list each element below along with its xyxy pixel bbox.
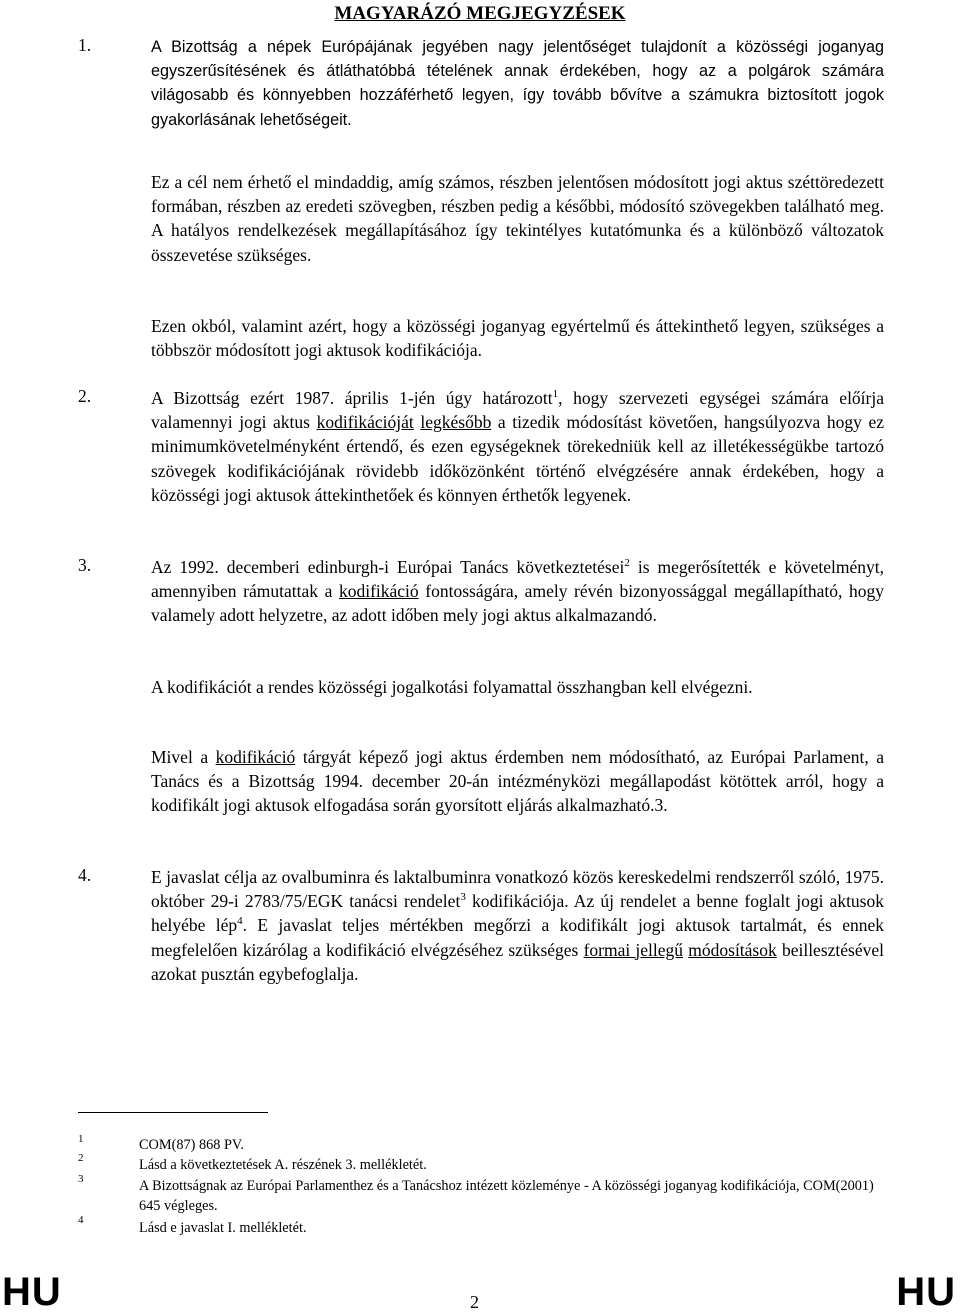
paragraph-text: fontosságára, amely révén bizonyossággal megállapítható, hogy valamely adott helyzetre, az adott időben mely jogi aktus alkalmazandó. bbox=[151, 581, 885, 626]
paragraph-text: Az 1992. decemberi edinburgh-i Európai Tanács következtetései bbox=[151, 557, 625, 577]
paragraph bbox=[151, 745, 884, 818]
paragraph-text: . E javaslat teljes mértékben megőrzi a kodifikált jogi aktusok tartalmát, és ennek megfelelően kizárólag a kodifikáció elvégzéséhez szükséges bbox=[151, 915, 884, 960]
footnote-number: 2 bbox=[78, 1152, 84, 1164]
paragraph-text: kodifikációja. Az új rendelet a benne foglalt jogi aktusok helyébe lép bbox=[151, 891, 884, 936]
footnote-number: 4 bbox=[78, 1214, 84, 1226]
paragraph bbox=[151, 865, 884, 986]
paragraph-text: A kodifikációt a rendes közösségi jogalkotási folyamattal összhangban kell elvégezni. bbox=[151, 677, 753, 697]
footnote-ref[interactable]: 3 bbox=[460, 891, 466, 904]
paragraph-text: Ezen okból, valamint azért, hogy a közösségi joganyag egyértelmű és áttekinthető legyen, szükséges a többször módosított jogi aktusok kodifikációja. bbox=[151, 316, 884, 361]
footnote-number: 3 bbox=[78, 1173, 84, 1185]
paragraph bbox=[151, 314, 884, 362]
section-number: 3. bbox=[78, 555, 92, 575]
footnote-text: A Bizottságnak az Európai Parlamenthez és a Tanácshoz intézett közleménye - A közösségi joganyag kodifikációja, COM(2001) 645 végleges. bbox=[139, 1178, 874, 1214]
paragraph-text: A Bizottság ezért 1987. április 1-jén úgy határozott bbox=[151, 388, 553, 408]
underlined-term: módosítások bbox=[688, 939, 777, 960]
footnote-text: Lásd a következtetések A. részének 3. mellékletét. bbox=[139, 1157, 427, 1173]
paragraph-text: A Bizottság a népek Európájának jegyében nagy jelentőséget tulajdonít a közösségi joganyag egyszerűsítésének és átláthatóbbá tételének annak érdekében, hogy az a polgárok számára világosabb és könnyebben hozzáférhető legyen, így tovább bővítve a számukra biztosított jogok gyakorlásának lehetőségeit. bbox=[151, 38, 884, 129]
footnote-ref[interactable]: 1 bbox=[552, 388, 559, 401]
paragraph bbox=[151, 170, 884, 267]
underlined-term: formai jellegű bbox=[583, 939, 684, 960]
footnote-number: 1 bbox=[78, 1133, 84, 1145]
section-number: 1. bbox=[78, 35, 92, 55]
footnote-separator bbox=[78, 1112, 268, 1113]
footnote-ref[interactable]: 4 bbox=[237, 915, 243, 928]
footnote-text: COM(87) 868 PV. bbox=[139, 1137, 244, 1153]
footnote-text: Lásd e javaslat I. mellékletét. bbox=[139, 1220, 307, 1236]
paragraph-text: beillesztésével azokat pusztán egybefoglalja. bbox=[151, 939, 884, 984]
paragraph-text: E javaslat célja az ovalbuminra és laktalbuminra vonatkozó közös kereskedelmi rendszerről szóló, 1975. október 29-i 2783/75/EGK tanácsi rendelet bbox=[151, 867, 884, 912]
paragraph bbox=[151, 35, 884, 132]
section-number: 4. bbox=[78, 865, 92, 885]
paragraph bbox=[151, 386, 884, 507]
section-number: 2. bbox=[78, 386, 92, 406]
underlined-term: kodifikáció bbox=[338, 581, 419, 602]
paragraph bbox=[151, 555, 884, 628]
paragraph-text: a tizedik módosítást követően, hangsúlyozva hogy ez minimumkövetelményként értendő, és ezen egységeknek törekedniük kell az illetékességükbe tartozó szövegek kodifikációjának rövidebb időközönként történő elvégzésére annak érdekében, hogy a közösségi jogi aktusok áttekinthetőek és könnyen érthetők legyenek. bbox=[151, 412, 884, 505]
paragraph-text: is megerősítették e követelményt, amennyiben rámutattak a bbox=[151, 557, 884, 602]
language-code-right: HU bbox=[896, 1270, 956, 1314]
footnote-ref[interactable]: 2 bbox=[624, 557, 630, 570]
underlined-term: kodifikáció bbox=[215, 747, 296, 767]
paragraph-text: tárgyát képező jogi aktus érdemben nem módosítható, az Európai Parlament, a Tanács és a Bizottság 1994. december 20-án intézményközi megállapodást kötöttek arról, hogy a kodifikált jogi aktusok elfogadása során gyorsított eljárás alkalmazható.3. bbox=[151, 747, 885, 816]
language-code-left: HU bbox=[2, 1270, 62, 1314]
underlined-term: legkésőbb bbox=[420, 412, 492, 433]
paragraph bbox=[151, 675, 884, 699]
paragraph-text: , hogy szervezeti egységei számára előírja valamennyi jogi aktus bbox=[151, 388, 884, 433]
paragraph-text: Ez a cél nem érhető el mindaddig, amíg számos, részben jelentősen módosított jogi aktus széttöredezett formában, részben az eredeti szövegben, részben pedig a későbbi, módosító szövegekben található meg. A hatályos rendelkezések megállapításához így tekintélyes kutatómunka és a különböző változatok összevetése szükséges. bbox=[151, 172, 884, 265]
underlined-term: kodifikációját bbox=[316, 412, 414, 433]
document-title: MAGYARÁZÓ MEGJEGYZÉSEK bbox=[334, 3, 626, 24]
page-number: 2 bbox=[470, 1292, 479, 1312]
paragraph-text: Mivel a bbox=[151, 747, 216, 767]
